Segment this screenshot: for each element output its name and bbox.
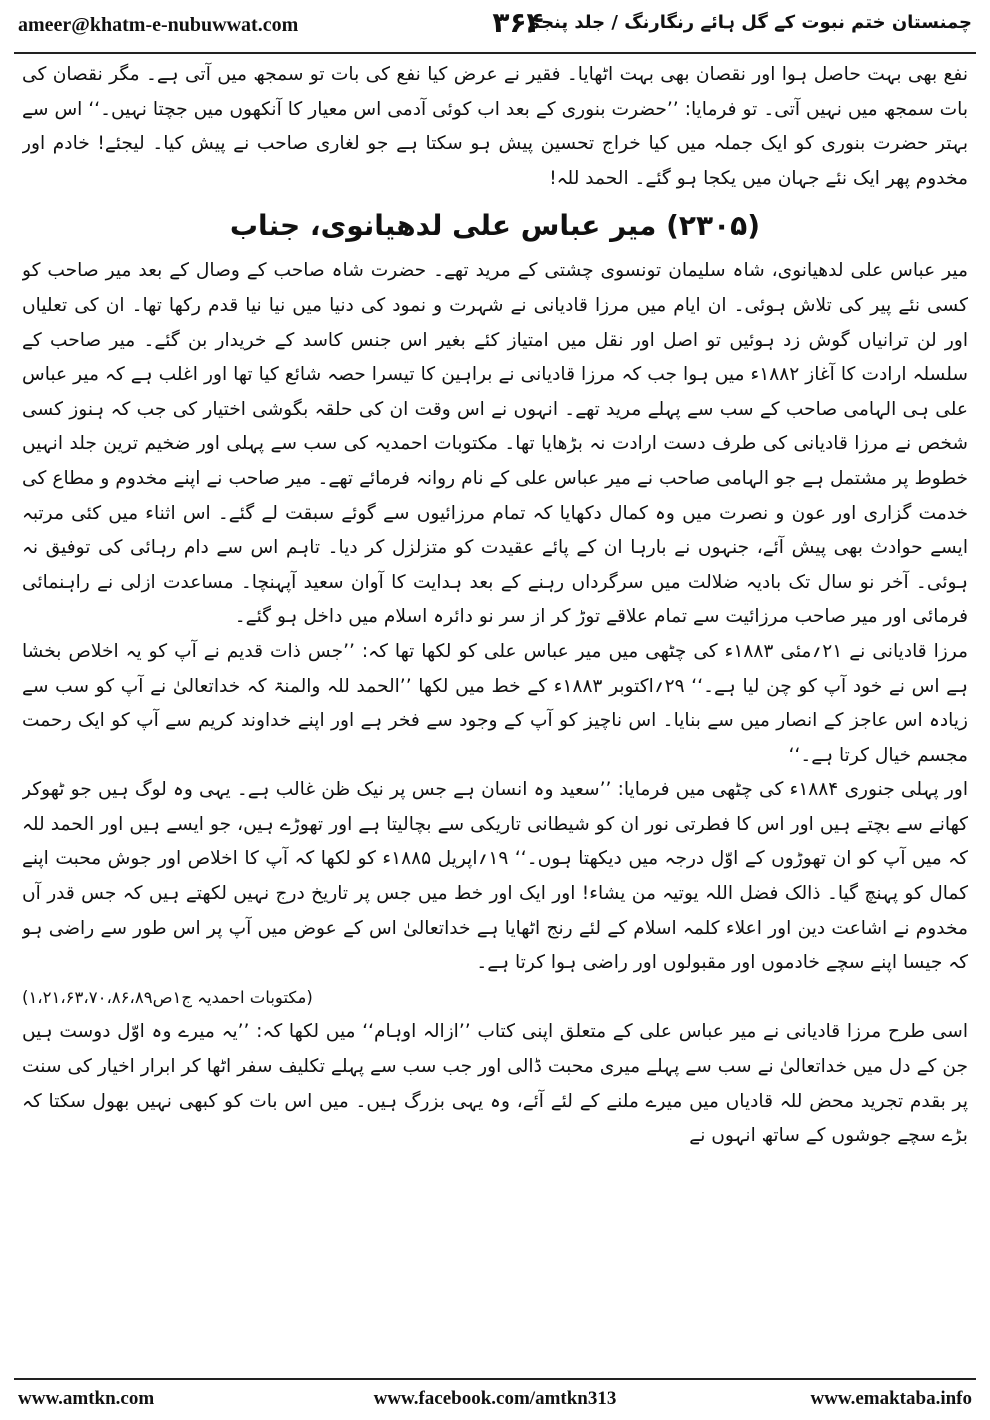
paragraph-2: مرزا قادیانی نے ۲۱؍مئی ۱۸۸۳ء کی چٹھی میں میر عباس علی کو لکھا تھا کہ: ’’جس ذات قدیم نے آپ کو یہ اخلاص بخشا ہے اس نے خود آپ کو چن لیا ہے۔‘‘ ۲۹؍اکتوبر ۱۸۸۳ء کے خط میں لکھا ’’الحمد للہ والمنۃ کہ خداتعالیٰ نے آپ کو سب سے زیادہ اس عاجز کے انصار میں سے بنایا۔ اس ناچیز کو آپ کے وجود سے فخر ہے اور اپنے خداوند کریم سے آپ کو ایک رحمت مجسم خیال کرتا ہے۔‘‘: [22, 640, 968, 766]
header-divider: [14, 52, 976, 54]
page-footer: [18, 1384, 972, 1414]
page-body: [22, 58, 968, 1370]
paragraph-4: اسی طرح مرزا قادیانی نے میر عباس علی کے متعلق اپنی کتاب ’’ازالہ اوہام‘‘ میں لکھا کہ: ’’یہ میرے وہ اوّل دوست ہیں جن کے دل میں خداتعالیٰ نے سب سے پہلے میری محبت ڈالی اور جب سب سے پہلے تکلیف سفر اٹھا کر ابرار اخیار کی سنت پر بقدم تجرید محض للہ قادیاں میں میرے ملنے کے لئے آئے، وہ یہی بزرگ ہیں۔ میں اس بات کو کبھی نہیں بھول سکتا کہ بڑے سچے جوشوں کے ساتھ انہوں نے: [22, 1021, 968, 1147]
section-heading: (۲۳۰۵) میر عباس علی لدھیانوی، جناب: [229, 209, 761, 243]
footer-url-right[interactable]: www.emaktaba.info: [810, 1388, 972, 1409]
footer-divider: [14, 1378, 976, 1380]
page-number: ۳۶۴: [492, 6, 544, 39]
citation-reference: (مکتوبات احمدیہ ج۱ص۱،۲۱،۶۳،۷۰،۸۶،۸۹): [22, 987, 313, 1007]
paragraph-continued: نفع بھی بہت حاصل ہوا اور نقصان بھی بہت اٹھایا۔ فقیر نے عرض کیا نفع کی بات تو سمجھ میں آتی ہے۔ مگر نقصان کی بات سمجھ میں نہیں آتی۔ تو فرمایا: ’’حضرت بنوری کے بعد اب کوئی آدمی اس معیار کا آنکھوں میں جچتا نہیں۔‘‘ اس سے بہتر حضرت بنوری کو ایک جملہ میں کیا خراج تحسین پیش ہو سکتا ہے جو لغاری صاحب نے پیش کیا۔ لیجئے! خادم اور مخدوم پھر ایک نئے جہان میں یکجا ہو گئے۔ الحمد للہ!: [22, 64, 968, 189]
footer-url-center[interactable]: www.facebook.com/amtkn313: [373, 1388, 617, 1409]
paragraph-3: اور پہلی جنوری ۱۸۸۴ء کی چٹھی میں فرمایا: ’’سعید وہ انسان ہے جس پر نیک ظن غالب ہے۔ یہی وہ لوگ ہیں جو ٹھوکر کھانے سے بچتے ہیں اور اس کا فطرتی نور ان کو شیطانی تاریکی سے بچالیتا ہے اور تھوڑے ہیں، جو ایسے ہیں اور الحمد للہ کہ میں آپ کو ان تھوڑوں کے اوّل درجہ میں دیکھتا ہوں۔‘‘ ۱۹؍اپریل ۱۸۸۵ء کو لکھا کہ آپ کا اخلاص اور جوش محبت اپنے کمال کو پہنچ گیا۔ ذالک فضل اللہ یوتیہ من یشاء! اور ایک اور خط میں جس پر تاریخ درج نہیں لکھتے ہیں کہ جس قدر آں مخدوم نے اشاعت دین اور اعلاء کلمہ اسلام کے لئے رنج اٹھایا ہے خداتعالیٰ اس کے عوض میں آپ پر اس طور سے راضی ہو کہ جیسا اپنے سچے خادموں اور مقبولوں اور راضی ہوا کرتا ہے۔: [22, 779, 968, 974]
book-title: چمنستان ختم نبوت کے گل ہائے رنگارنگ / جلد پنجم: [526, 12, 972, 33]
header-email: ameer@khatm-e-nubuwwat.com: [18, 14, 299, 36]
paragraph-1: میر عباس علی لدھیانوی، شاہ سلیمان تونسوی چشتی کے مرید تھے۔ حضرت شاہ صاحب کے وصال کے بعد میر صاحب کو کسی نئے پیر کی تلاش ہوئی۔ ان ایام میں مرزا قادیانی نے شہرت و نمود کی دنیا میں نیا نیا قدم رکھا تھا۔ ان کی تعلیاں اور لن ترانیاں گوش زد ہوئیں تو اصل اور نقل میں امتیاز کئے بغیر اس جنس کاسد کے خریدار بن گئے۔ میر صاحب کے سلسلہ ارادت کا آغاز ۱۸۸۲ء میں ہوا جب کہ مرزا قادیانی نے براہین کا تیسرا حصہ شائع کیا تھا اور اغلب ہے کہ میر عباس علی ہی الہامی صاحب کے سب سے پہلے مرید تھے۔ انہوں نے اس وقت ان کی حلقہ بگوشی اختیار کی جب کہ ہنوز کسی شخص نے مرزا قادیانی کی طرف دست ارادت نہ بڑھایا تھا۔ مکتوبات احمدیہ کی سب سے پہلی اور ضخیم ترین جلد انہیں خطوط پر مشتمل ہے جو الہامی صاحب نے میر عباس علی کے نام روانہ فرمائے تھے۔ میر صاحب نے اپنے مخدوم و مطاع کی خدمت گزاری اور عون و نصرت میں وہ کمال دکھایا کہ تمام مرزائیوں سے گوئے سبقت لے گئے۔ اس اثناء میں کئی مرتبہ ایسے حوادث بھی پیش آئے، جنہوں نے بارہا ان کے پائے عقیدت کو متزلزل کر دیا۔ تاہم اس سے دام رہائی کی توفیق نہ ہوئی۔ آخر نو سال تک بادیہ ضلالت میں سرگرداں رہنے کے بعد ہدایت کا آوان سعید آپہنچا۔ مساعدت ازلی نے راہنمائی فرمائی اور میر صاحب مرزائیت سے تمام علاقے توڑ کر از سر نو دائرہ اسلام میں داخل ہو گئے۔: [22, 260, 968, 628]
page-header: [18, 6, 972, 48]
footer-url-left[interactable]: www.amtkn.com: [18, 1388, 155, 1409]
